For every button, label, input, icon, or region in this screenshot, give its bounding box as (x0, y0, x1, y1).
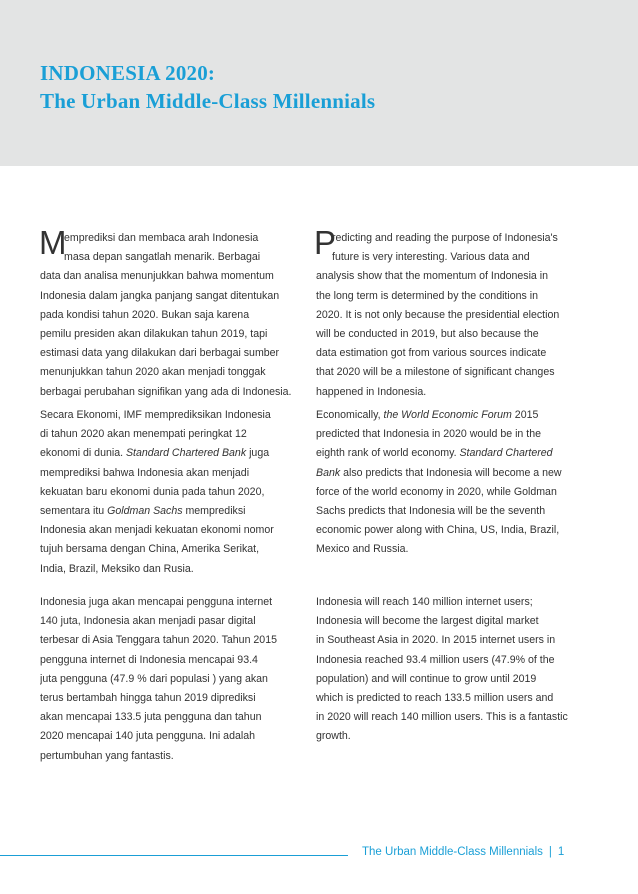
left-paragraph-2 (40, 406, 316, 579)
text-line: estimasi data yang dilakukan dari berbagai sumber (40, 347, 280, 360)
italic-name: Standard Chartered Bank (125, 447, 247, 460)
text-line: menunjukkan tahun 2020 akan menjadi tonggak (40, 366, 266, 379)
text-line: will be conducted in 2019, but also because the (316, 327, 539, 340)
text-line: growth. (316, 730, 351, 743)
text-line: Indonesia akan menjadi kekuatan ekonomi nomor (40, 524, 274, 537)
left-paragraph-3 (40, 593, 316, 766)
text-line: pada kondisi tahun 2020. Bukan saja karena (40, 308, 250, 321)
text-line: akan mencapai 133.5 juta pengguna dan tahun (40, 711, 262, 724)
text-segment: 2015 (511, 409, 539, 421)
text-line: 2020 mencapai 140 juta pengguna. Ini adalah (40, 730, 255, 743)
text-segment: juga (246, 447, 270, 460)
page-title-line-1: INDONESIA 2020: (40, 61, 216, 85)
page-footer (362, 846, 564, 858)
text-segment: sementara itu (40, 504, 108, 517)
right-paragraph-2 (316, 406, 592, 560)
running-title: The Urban Middle-Class Millennials (362, 846, 543, 858)
text-line: Indonesia juga akan mencapai pengguna internet (40, 596, 273, 608)
text-segment: memprediksi (182, 504, 246, 517)
text-line: the long term is determined by the conditions in (316, 289, 539, 302)
text-line: economic power along with China, US, India, Brazil, (316, 524, 560, 537)
text-segment: also predicts that Indonesia will become a new (340, 466, 562, 479)
text-line: terus bertambah hingga tahun 2019 diprediksi (40, 691, 256, 704)
text-line (316, 444, 592, 463)
text-line: emprediksi dan membaca arah Indonesia (64, 232, 259, 244)
text-line: Mexico and Russia. (316, 543, 409, 556)
drop-cap: P (314, 224, 337, 261)
text-line: that 2020 will be a milestone of significant changes (316, 366, 555, 379)
text-line: juta pengguna (47.9 % dari populasi ) yang akan (40, 672, 268, 685)
text-line: di tahun 2020 akan menempati peringkat 12 (40, 428, 247, 441)
text-line (316, 464, 592, 483)
text-line: force of the world economy in 2020, while Goldman (316, 485, 557, 498)
text-line: Indonesia dalam jangka panjang sangat ditentukan (40, 289, 280, 302)
text-line: in Southeast Asia in 2020. In 2015 internet users in (316, 634, 556, 647)
text-line: happened in Indonesia. (316, 385, 427, 398)
text-line: Indonesia will become the largest digital market (316, 615, 539, 628)
italic-name: Goldman Sachs (107, 504, 183, 517)
text-line: tujuh bersama dengan China, Amerika Serikat, (40, 543, 260, 556)
text-line: pertumbuhan yang fantastis. (40, 749, 174, 762)
text-line: masa depan sangatlah menarik. Berbagai (64, 251, 261, 264)
text-line: berbagai perubahan signifikan yang ada di Indonesia. (40, 385, 292, 398)
text-line: data estimation got from various sources indicate (316, 347, 547, 360)
text-line: 2020. It is not only because the presidential election (316, 308, 560, 321)
text-line: analysis show that the momentum of Indonesia in (316, 270, 549, 283)
text-line: redicting and reading the purpose of Indonesia's (332, 232, 558, 244)
italic-name: Bank (316, 466, 341, 479)
right-paragraph-1 (314, 224, 592, 402)
text-line: 140 juta, Indonesia akan menjadi pasar digital (40, 615, 256, 628)
text-line: memprediksi bahwa Indonesia akan menjadi (40, 466, 250, 479)
text-line (40, 444, 316, 463)
footer-separator: | (548, 846, 552, 858)
text-line: Secara Ekonomi, IMF memprediksikan Indonesia (40, 409, 271, 421)
text-line: Sachs predicts that Indonesia will be the seventh (316, 504, 546, 517)
header-band (0, 0, 638, 166)
right-paragraph-3 (316, 593, 592, 747)
text-line: Indonesia will reach 140 million internet users; (316, 596, 533, 608)
text-line: India, Brazil, Meksiko dan Rusia. (40, 562, 194, 575)
text-line: terbesar di Asia Tenggara tahun 2020. Tahun 2015 (40, 634, 277, 647)
drop-cap: M (39, 224, 67, 261)
page-number: 1 (557, 846, 565, 858)
text-segment: ekonomi di dunia. (40, 447, 126, 460)
text-line: future is very interesting. Various data and (332, 251, 530, 264)
text-line: pengguna internet di Indonesia mencapai 93.4 (40, 653, 258, 666)
footer-rule (0, 855, 348, 856)
text-line: population) and will continue to grow until 2019 (316, 672, 537, 685)
text-line: predicted that Indonesia in 2020 would be in the (316, 428, 541, 441)
text-line: in 2020 will reach 140 million users. This is a fantastic (316, 711, 568, 724)
text-segment: Economically, (316, 409, 384, 421)
page-title-line-2: The Urban Middle-Class Millennials (40, 89, 376, 113)
text-line: pemilu presiden akan dilakukan tahun 2019, tapi (40, 327, 268, 340)
text-line (316, 406, 592, 425)
text-line (40, 502, 316, 521)
italic-name: the World Economic Forum (383, 409, 512, 421)
left-paragraph-1 (39, 224, 316, 402)
text-line: data dan analisa menunjukkan bahwa momentum (40, 270, 274, 283)
text-line: Indonesia reached 93.4 million users (47.9% of the (316, 653, 555, 666)
text-segment: eighth rank of world economy. (316, 447, 460, 460)
text-line: which is predicted to reach 133.5 million users and (316, 691, 554, 704)
italic-name: Standard Chartered (459, 447, 553, 460)
text-line: kekuatan baru ekonomi dunia pada tahun 2020, (40, 485, 265, 498)
